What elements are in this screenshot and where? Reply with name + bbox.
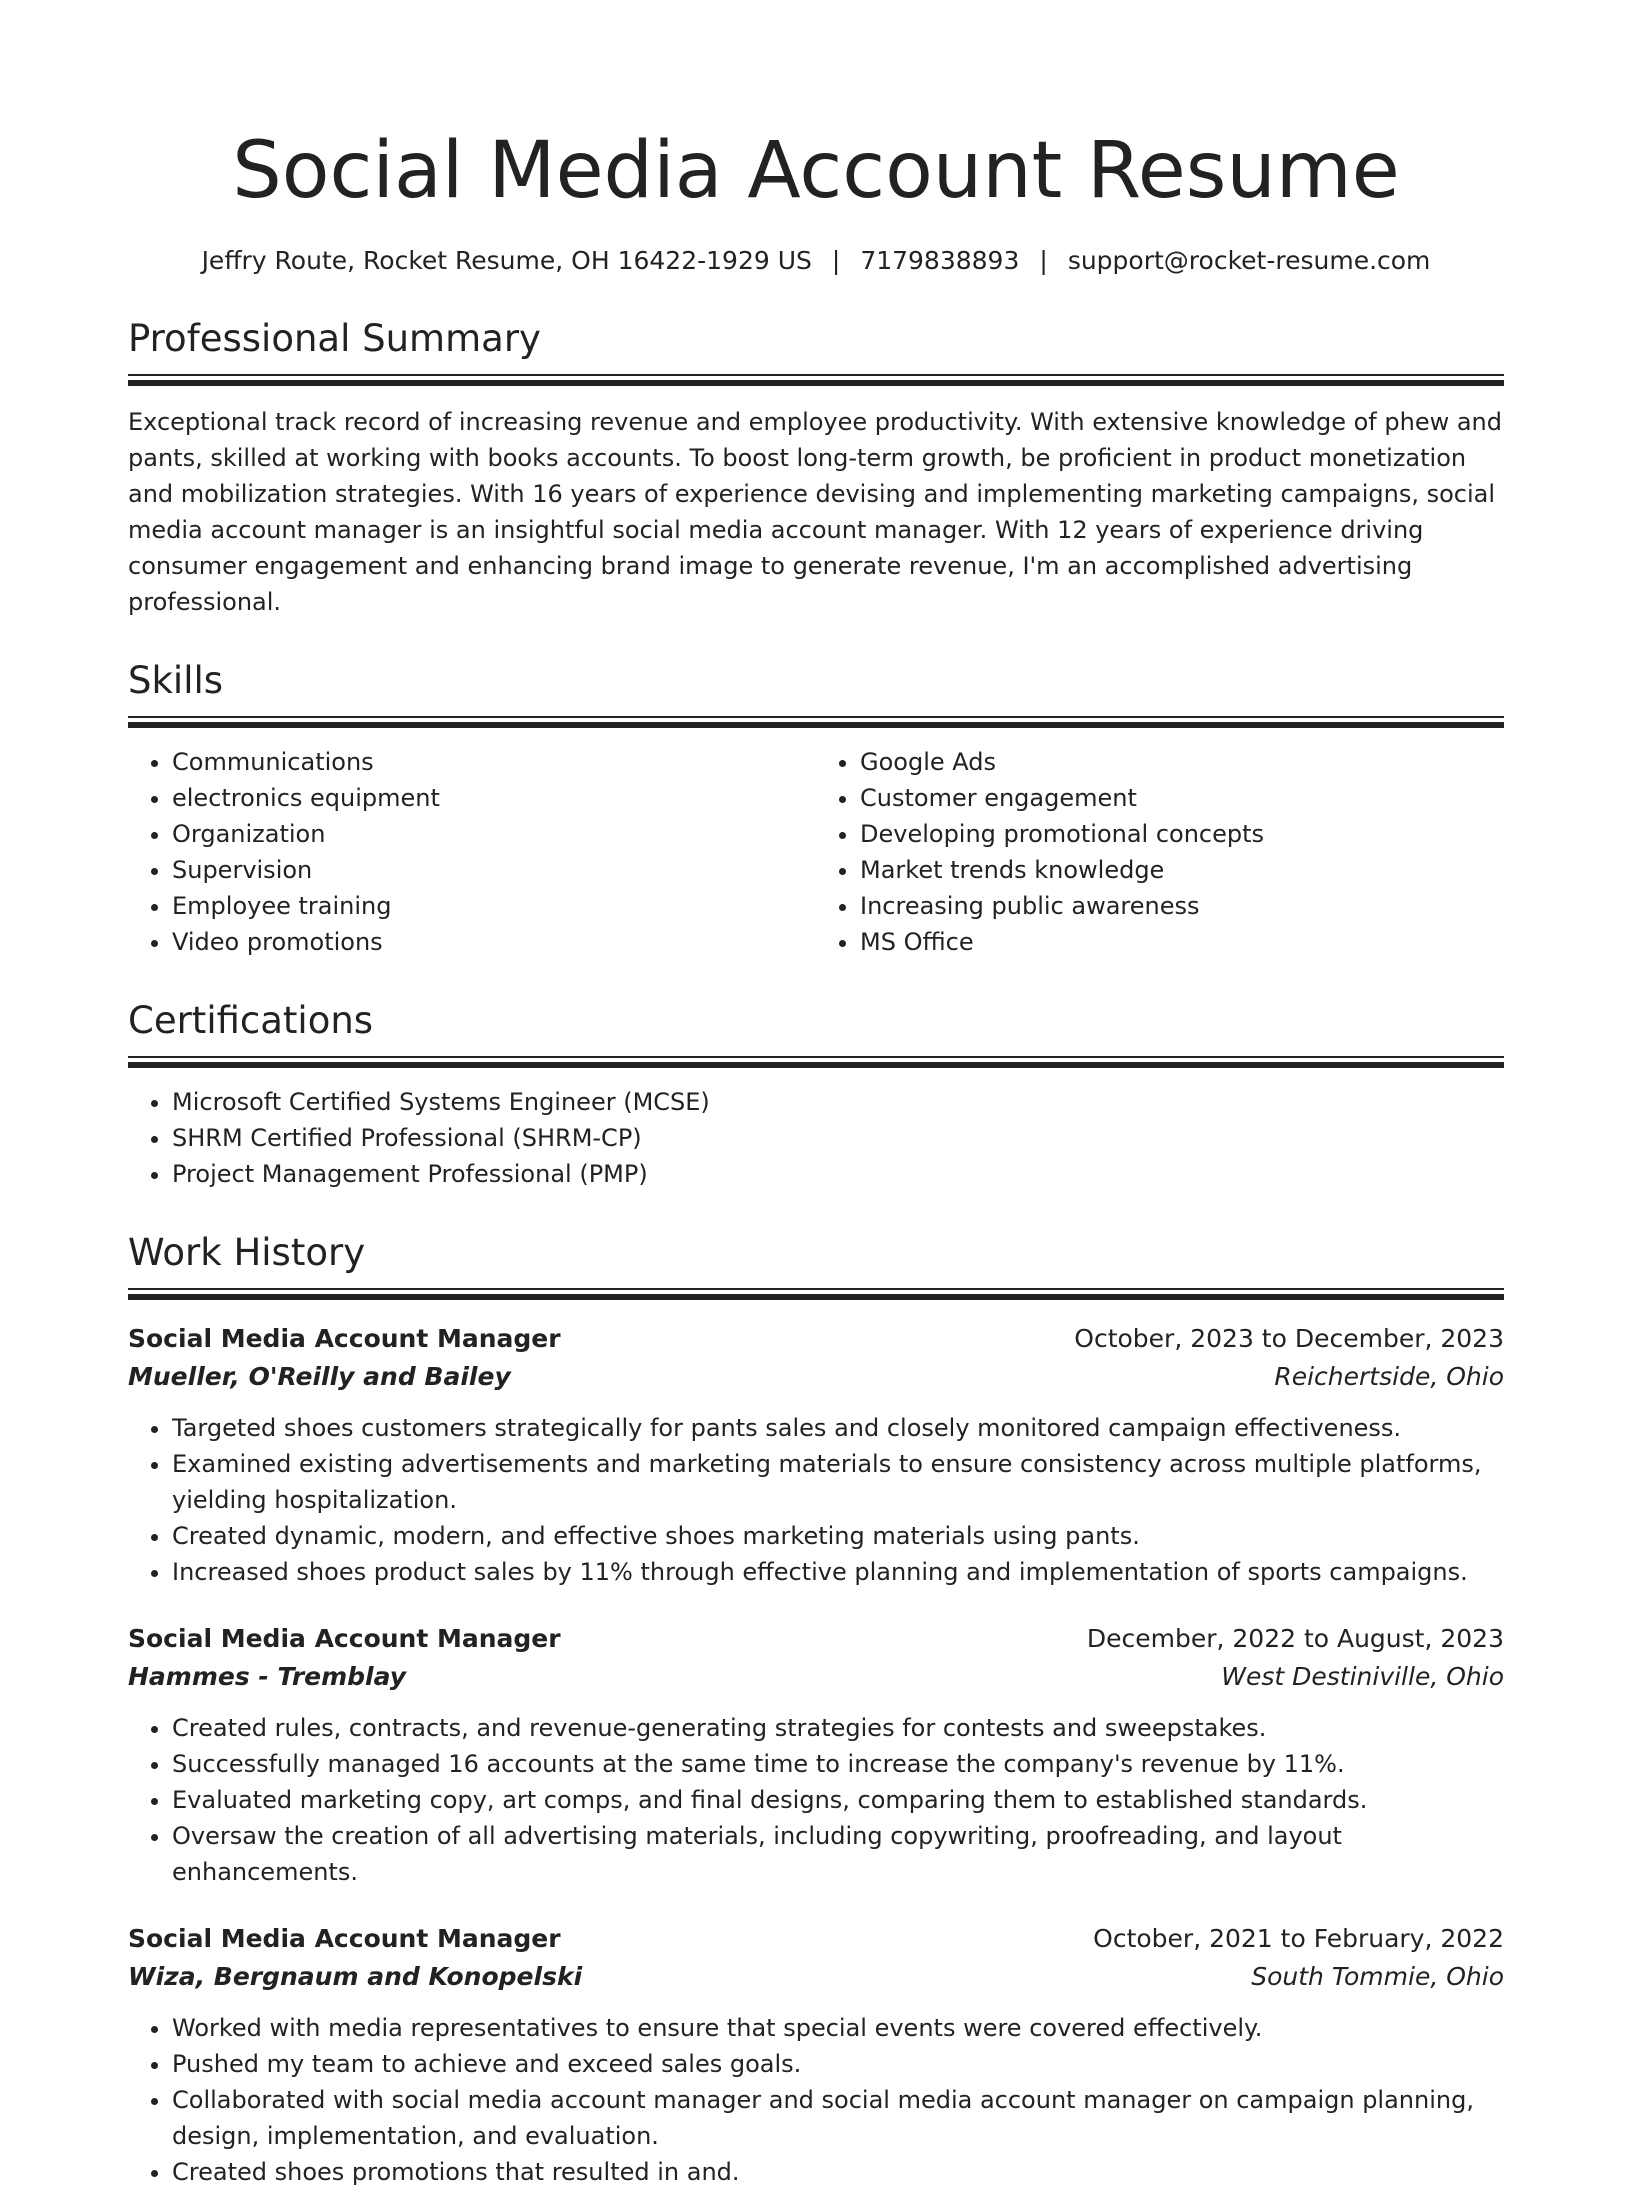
skill-item: • Communications <box>172 744 816 780</box>
certifications-list <box>128 1084 1504 1192</box>
section-certifications <box>128 998 1504 1192</box>
section-heading: Professional Summary <box>128 317 541 360</box>
resume-title: Social Media Account Resume <box>232 126 1400 216</box>
job-company: Mueller, O'Reilly and Bailey <box>128 1362 511 1391</box>
skills-list-left <box>128 744 816 960</box>
job-bullet: • Successfully managed 16 accounts at the same time to increase the company's revenue by 11%. <box>172 1746 1504 1782</box>
job-header <box>128 1920 1504 1958</box>
job-dates: December, 2022 to August, 2023 <box>1086 1624 1504 1653</box>
job-dates: October, 2021 to February, 2022 <box>1093 1924 1504 1953</box>
job-header <box>128 1320 1504 1358</box>
job-dates: October, 2023 to December, 2023 <box>1074 1324 1504 1353</box>
job-location: Reichertside, Ohio <box>1274 1362 1504 1391</box>
skill-item: • electronics equipment <box>172 780 816 816</box>
section-divider <box>128 716 1504 728</box>
skill-item: • Developing promotional concepts <box>860 816 1504 852</box>
job-subheader <box>128 1958 1504 1996</box>
certification-item: • SHRM Certified Professional (SHRM-CP) <box>172 1120 1504 1156</box>
contact-line <box>128 244 1504 278</box>
job-bullet: • Created rules, contracts, and revenue-generating strategies for contests and sweepstakes. <box>172 1710 1504 1746</box>
job-header <box>128 1620 1504 1658</box>
skills-columns <box>128 744 1504 960</box>
certification-item: • Project Management Professional (PMP) <box>172 1156 1504 1192</box>
section-divider <box>128 1288 1504 1300</box>
summary-text: Exceptional track record of increasing revenue and employee productivity. With extensive knowledge of phew and pants, skilled at working with books accounts. To boost long-term growth, be proficient in product monetization and mobilization strategies. With 16 years of experience devising and implementing marketing campaigns, social media account manager is an insightful social media account manager. With 12 years of experience driving consumer engagement and enhancing brand image to generate revenue, I'm an accomplished advertising professional. <box>128 408 1502 616</box>
skill-item: • Video promotions <box>172 924 816 960</box>
job-entry <box>128 1320 1504 1590</box>
job-bullets <box>128 1410 1504 1590</box>
skill-item: • Supervision <box>172 852 816 888</box>
job-location: South Tommie, Ohio <box>1251 1962 1504 1991</box>
job-title: Social Media Account Manager <box>128 1924 561 1953</box>
section-heading: Skills <box>128 659 224 702</box>
job-subheader <box>128 1358 1504 1396</box>
job-bullets <box>128 1710 1504 1890</box>
job-bullet: • Evaluated marketing copy, art comps, and final designs, comparing them to established standards. <box>172 1782 1504 1818</box>
section-skills <box>128 658 1504 960</box>
section-work-history <box>128 1230 1504 2190</box>
job-bullet: • Oversaw the creation of all advertising materials, including copywriting, proofreading, and layout enhancements. <box>172 1818 1504 1890</box>
skill-item: • Increasing public awareness <box>860 888 1504 924</box>
skill-item: • MS Office <box>860 924 1504 960</box>
section-divider <box>128 1056 1504 1068</box>
contact-address: Jeffry Route, Rocket Resume, OH 16422-1929 US <box>201 246 812 275</box>
job-bullets <box>128 2010 1504 2190</box>
section-professional-summary <box>128 316 1504 620</box>
section-heading: Certifications <box>128 999 374 1042</box>
contact-separator: | <box>1039 246 1048 275</box>
job-bullet: • Examined existing advertisements and marketing materials to ensure consistency across multiple platforms, yielding hospitalization. <box>172 1446 1504 1518</box>
contact-separator: | <box>831 246 841 275</box>
skill-item: • Google Ads <box>860 744 1504 780</box>
job-bullet: • Worked with media representatives to ensure that special events were covered effectively. <box>172 2010 1504 2046</box>
job-location: West Destiniville, Ohio <box>1221 1662 1504 1691</box>
skills-list-right <box>816 744 1504 960</box>
skill-item: • Customer engagement <box>860 780 1504 816</box>
section-divider <box>128 374 1504 386</box>
skill-item: • Market trends knowledge <box>860 852 1504 888</box>
job-bullet: • Targeted shoes customers strategically for pants sales and closely monitored campaign effectiveness. <box>172 1410 1504 1446</box>
job-bullet: • Increased shoes product sales by 11% through effective planning and implementation of sports campaigns. <box>172 1554 1504 1590</box>
job-entry <box>128 1920 1504 2190</box>
certification-item: • Microsoft Certified Systems Engineer (MCSE) <box>172 1084 1504 1120</box>
job-bullet: • Created dynamic, modern, and effective shoes marketing materials using pants. <box>172 1518 1504 1554</box>
job-title: Social Media Account Manager <box>128 1624 561 1653</box>
job-bullet: • Created shoes promotions that resulted in and. <box>172 2154 1504 2190</box>
job-bullet: • Pushed my team to achieve and exceed sales goals. <box>172 2046 1504 2082</box>
job-title: Social Media Account Manager <box>128 1324 561 1353</box>
skill-item: • Employee training <box>172 888 816 924</box>
job-company: Hammes - Tremblay <box>128 1662 407 1691</box>
skill-item: • Organization <box>172 816 816 852</box>
section-heading: Work History <box>128 1231 366 1274</box>
job-bullet: • Collaborated with social media account manager and social media account manager on campaign planning, design, implementation, and evaluation. <box>172 2082 1504 2154</box>
contact-email: support@rocket-resume.com <box>1067 246 1431 275</box>
job-company: Wiza, Bergnaum and Konopelski <box>128 1962 583 1991</box>
job-entry <box>128 1620 1504 1890</box>
job-subheader <box>128 1658 1504 1696</box>
contact-phone: 7179838893 <box>860 246 1020 275</box>
